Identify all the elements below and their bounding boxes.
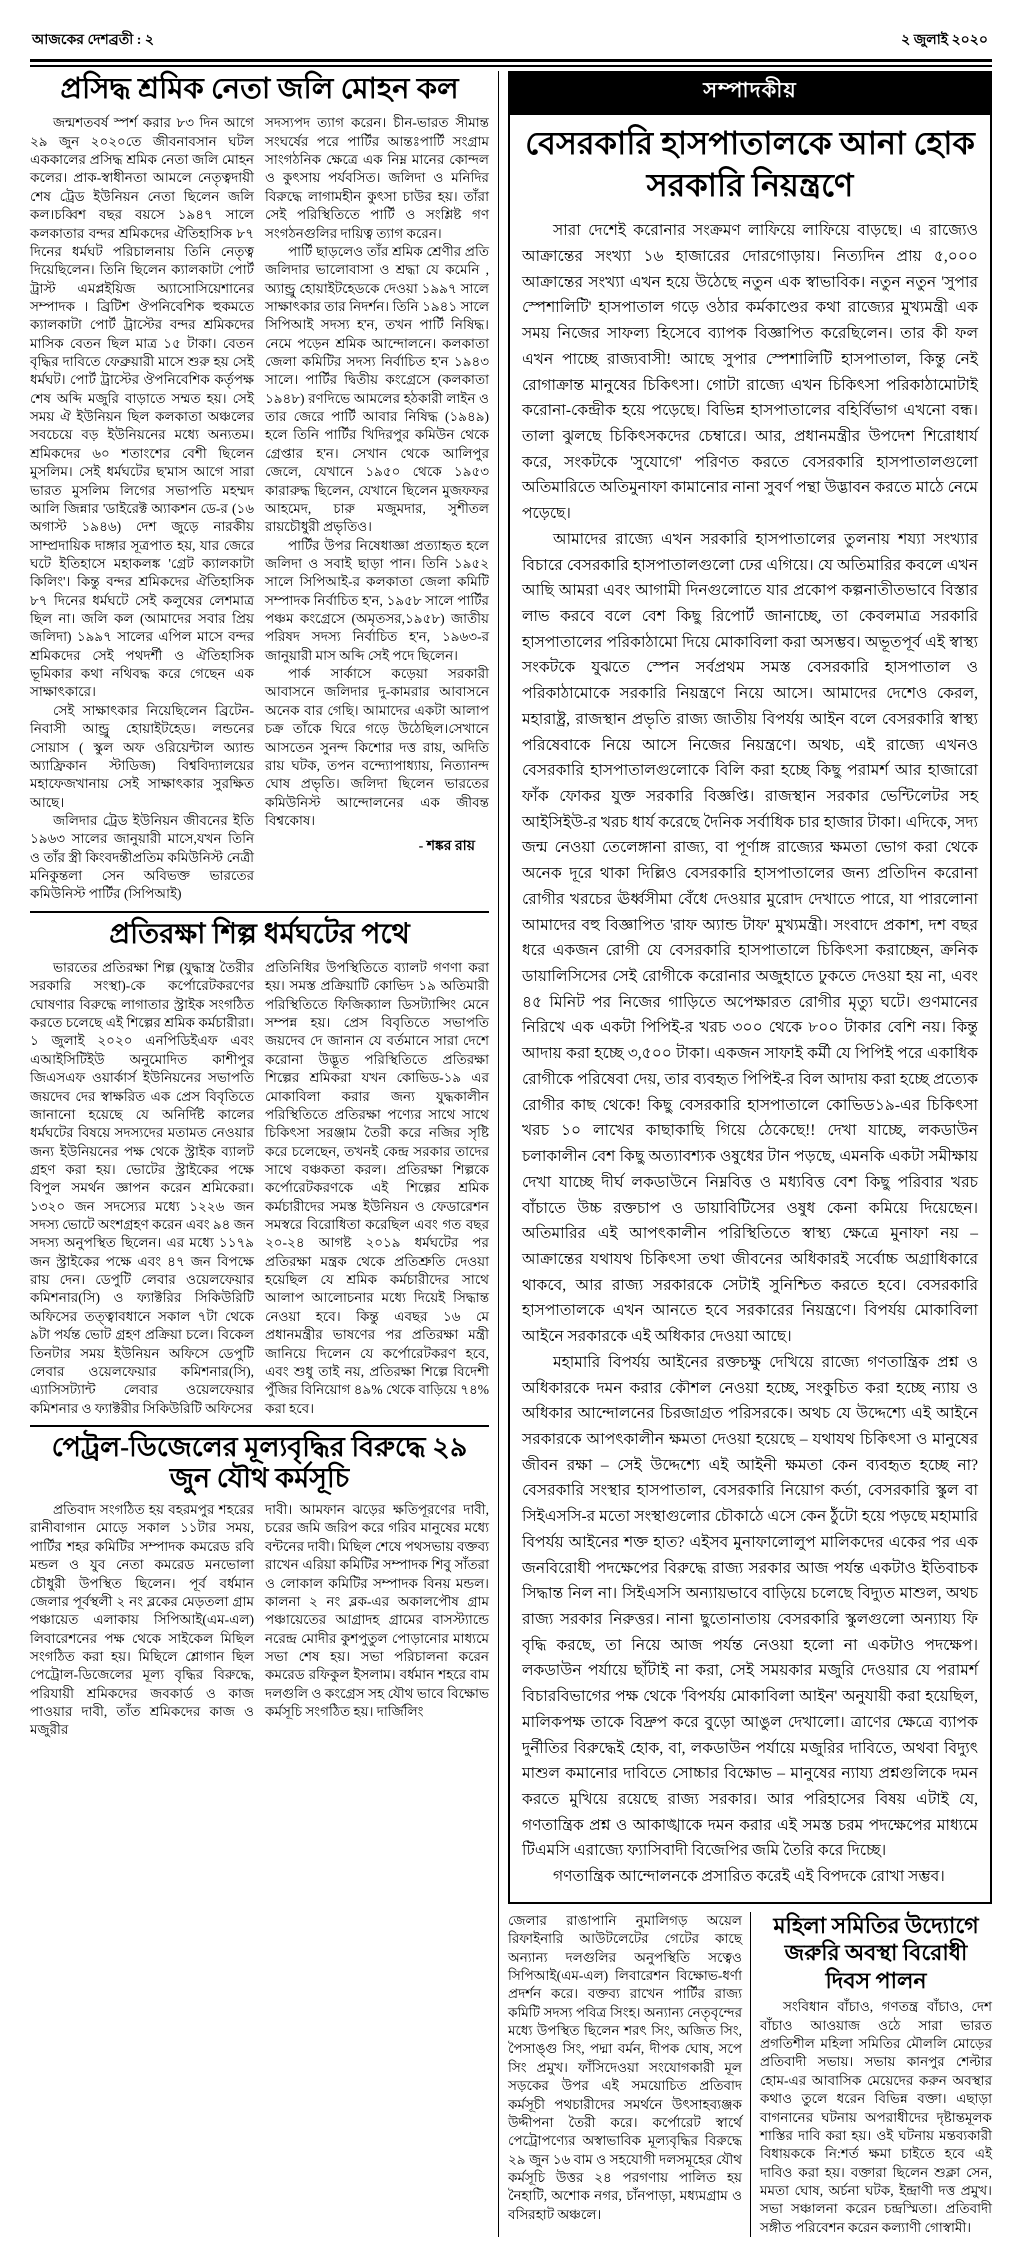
- article-paragraph: জলিদার ট্রেড ইউনিয়ন জীবনের ইতি ১৯৬৩ সালের জানুয়ারী মাসে,যখন তিনি ও তাঁর স্ত্রী কিংবদন্তীপ্রতিম কমিউনিস্ট নেত্রী মনিকুন্তলা সেন অবিভক্ত ভারতের কমিউনিস্ট পার্টির (সিপিআই): [30, 813, 254, 902]
- article-labour-leader: [30, 73, 489, 904]
- labour-col2: [265, 114, 489, 903]
- article-paragraph: সেই সাক্ষাৎকার নিয়েছিলেন ব্রিটেন-নিবাসী আন্ড্রু হোয়াইটহেড। লন্ডনের সোয়াস ( স্কুল অফ ওরিয়েন্টাল অ্যান্ড অ্যাফ্রিকান স্টাডিজ) বিশ্ববিদ্যালয়ের মহাফেজখানায় সেই সাক্ষাৎকার সুরক্ষিত আছে।: [30, 702, 254, 810]
- editorial-paragraph: আমাদের রাজ্যে এখন সরকারি হাসপাতালের তুলনায় শয্যা সংখ্যার বিচারে বেসরকারি হাসপাতালগুলো ঢের এগিয়ে। যে অতিমারির কবলে এখন আছি আমরা এবং আগামী দিনগুলোতে যার প্রকোপ কল্পনাতীতভাবে বিস্তার লাভ করবে বলে বেশ কিছু রিপোর্ট জানাচ্ছে, তা কেবলমাত্র সরকারি হাসপাতালের পরিকাঠামো দিয়ে মোকাবিলা করা অসম্ভব। অভূতপূর্ব এই স্বাস্থ্য সংকটকে যুঝতে স্পেন সর্বপ্রথম সমস্ত বেসরকারি হাসপাতাল ও পরিকাঠামোকে সরকারি নিয়ন্ত্রণে নিয়ে আসে। আমাদের দেশেও কেরল, মহারাষ্ট্র, রাজস্থান প্রভৃতি রাজ্য জাতীয় বিপর্যয় আইন বলে বেসরকারি স্বাস্থ্য পরিষেবাকে নিয়ে আসে নিজের নিয়ন্ত্রণে। অথচ, এই রাজ্যে এখনও বেসরকারি হাসপাতালগুলোকে বিলি করা হচ্ছে কিছু পরামর্শ আর হাজারো ফাঁক ফোকর যুক্ত সরকারি বিজ্ঞপ্তি। রাজস্থান সরকার ভেন্টিলেটর সহ আইসিইউ-র খরচ ধার্য করেছে দৈনিক সর্বাধিক চার হাজার টাকা। এদিকে, সদ্য জন্ম নেওয়া তেলেঙ্গানা রাজ্য, বা পূর্ণাঙ্গ রাজ্যের ক্ষমতা ভোগ করা থেকে অনেক দূরে থাকা দিল্লিও বেসরকারি হাসপাতালের জন্য প্রতিদিন করোনা রোগীর খরচের ঊর্ধ্বসীমা বেঁধে দেওয়ার মুরোদ দেখাতে পারে, যা পারলোনা আমাদের বহু বিজ্ঞাপিত 'রাফ অ্যান্ড টাফ' মুখ্যমন্ত্রী। সংবাদে প্রকাশ, দশ বছর ধরে একজন রোগী যে বেসরকারি হাসপাতালে চিকিৎসা করাচ্ছেন, ক্রনিক ডায়ালিসিসের সেই রোগীকে করোনার অজুহাতে ঢুকতে দেওয়া হয় না, এবং ৪৫ মিনিট পর নিজের গাড়িতে অপেক্ষারত রোগীর মৃত্যু ঘটে। গুণমানের নিরিখে এক একটা পিপিই-র খরচ ৩০০ থেকে ৮০০ টাকার বেশি নয়। কিন্তু আদায় করা হচ্ছে ৩,৫০০ টাকা। একজন সাফাই কর্মী যে পিপিই পরে একাধিক রোগীকে পরিষেবা দেয়, তার ব্যবহৃত পিপিই-র বিল আদায় করা হচ্ছে প্রত্যেক রোগীর কাছ থেকে! কিছু বেসরকারি হাসপাতালে কোভিড১৯-এর চিকিৎসা খরচ ১০ লাখের কাছাকাছি গিয়ে ঠেকেছে!! দেখা যাচ্ছে, লকডাউন চলাকালীন বেশ কিছু অত্যাবশ্যক ওষুধের টান পড়ছে, এমনকি একটা সমীক্ষায় দেখা যাচ্ছে দীর্ঘ লকডাউনে নিম্নবিত্ত ও মধ্যবিত্ত বেশ কিছু পরিবার খরচ বাঁচাতে উচ্চ রক্তচাপ ও ডায়াবিটিসের ওষুধ কেনা কমিয়ে দিয়েছেন। অতিমারির এই আপৎকালীন পরিস্থিতিতে স্বাস্থ্য ক্ষেত্রে মুনাফা নয় – আক্রান্তের যথাযথ চিকিৎসা তথা জীবনের অধিকারই সর্বোচ্চ অগ্রাধিকারে থাকবে, আর রাজ্য সরকারকে সেটাই সুনিশ্চিত করতে হবে। বেসরকারি হাসপাতালকে এখন আনতে হবে সরকারের নিয়ন্ত্রণে। বিপর্যয় মোকাবিলা আইনে সরকারকে এই অধিকার দেওয়া আছে।: [522, 530, 978, 1346]
- article-paragraph: প্রতিবাদ সংগঠিত হয় বহরমপুর শহরের রানীবাগান মোড়ে সকাল ১১টার সময়, পার্টির শহর কমিটির সম্পাদক কমরেড রবি মন্ডল ও যুব নেতা কমরেড মনভোলা চৌধুরী উপস্থিত ছিলেন। পূর্ব বর্ধমান জেলার পূর্বস্থলী ২ নং ব্লকের মেড়তলা গ্রাম পঞ্চায়েত এলাকায় সিপিআই(এম-এল) লিবারেশনের পক্ষ থেকে সাইকেল মিছিল সংগঠিত করা হয়। মিছিলে শ্লোগান ছিল পেট্রোল-ডিজেলের মূল্য বৃদ্ধির বিরুদ্ধে, পরিযায়ী শ্রমিকদের জবকার্ড ও কাজ পাওয়ার দাবী, তাঁত শ্রমিকদের কাজ ও মজুরীর: [30, 1502, 254, 1738]
- defence-col2: [265, 959, 489, 1418]
- masthead-date: ২ জুলাই ২০২০: [901, 33, 988, 48]
- editorial-box: [508, 114, 992, 1904]
- left-column-region: [30, 71, 498, 2237]
- article-women-samiti: [750, 1912, 992, 2237]
- article-paragraph: জন্মশতবর্ষ স্পর্শ করার ৮৩ দিন আগে ২৯ জুন ২০২০তে জীবনাবসান ঘটল এককালের প্রসিদ্ধ শ্রমিক নেতা জলি মোহন কলের। প্রাক-স্বাধীনতা আমলে নেতৃত্বদায়ী শেষ ট্রেড ইউনিয়ন নেতা ছিলেন জলি কল।চব্বিশ বছর বয়সে ১৯৪৭ সালে কলকাতার বন্দর শ্রমিকদের ঐতিহাসিক ৮৭ দিনের ধর্মঘট পরিচালনায় তিনি নেতৃত্ব দিয়েছিলেন। তিনি ছিলেন ক্যালকাটা পোর্ট ট্রাস্ট এমপ্লইয়িজ অ্যাসোসিয়েশানের সম্পাদক । ব্রিটিশ ঔপনিবেশিক হুকমতে ক্যালকাটা পোর্ট ট্রাস্টের বন্দর শ্রমিকদের মাসিক বেতন ছিল মাত্র ১৫ টাকা। বেতন বৃদ্ধির দাবিতে ফেব্রুয়ারী মাসে শুরু হয় সেই ধর্মঘট। পোর্ট ট্রাস্টের ঔপনিবেশিক কর্তৃপক্ষ শেষ অব্দি মজুরি বাড়াতে সম্মত হয়। সেই সময় ঐ ইউনিয়ন ছিল কলকাতা অঞ্চলের সবচেয়ে বড় ইউনিয়নের মধ্যে অন্যতম।শ্রমিকদের ৬০ শতাংশের বেশী ছিলেন মুসলিম। সেই ধর্মঘটের ছ'মাস আগে সারা ভারত মুসলিম লিগের সভাপতি মহম্মদ আলি জিন্নার 'ডাইরেক্ট অ্যাকশন ডে-র (১৬ অগাস্ট ১৯৪৬) দেশ জুড়ে নারকীয় সাম্প্রদায়িক দাঙ্গার সূত্রপাত হয়, যার জেরে ঘটে ইতিহাসে মহাকলঙ্ক 'গ্রেট ক্যালকাটা কিলিং'। কিন্তু বন্দর শ্রমিকদের ঐতিহাসিক ৮৭ দিনের ধর্মঘটে সেই কলুষের লেশমাত্র ছিল না। জলি কল (আমাদের সবার প্রিয় জলিদা) ১৯৯৭ সালের এপিল মাসে বন্দর শ্রমিকদের সেই পথদর্শী ও ঐতিহাসিক ভূমিকার কথা নথিবদ্ধ করে গেছেন এক সাক্ষাৎকারে।: [30, 115, 254, 700]
- women-headline-line1: মহিলা সমিতির উদ্যোগে: [773, 1912, 979, 1938]
- article-paragraph: সদস্যপদ ত্যাগ করেন। চীন-ভারত সীমান্ত সংঘর্ষের পরে পার্টির আন্তঃপার্টি সংগ্রাম সাংগঠনিক ক্ষেত্রে এক নিম্ন মানের কোন্দল ও কুৎসায় পর্যবসিত। জলিদা ও মনিদির বিরুদ্ধে লাগামহীন কুৎসা চাউর হয়। তাঁরা সেই পরিস্থিতিতে পার্টি ও সংশ্লিষ্ট গণ সংগঠনগুলির দায়িত্ব ত্যাগ করেন।: [265, 115, 489, 241]
- editorial-paragraph: মহামারি বিপর্যয় আইনের রক্তচক্ষু দেখিয়ে রাজ্যে গণতান্ত্রিক প্রশ্ন ও অধিকারকে দমন করার কৌশল নেওয়া হচ্ছে, সংকুচিত করা হচ্ছে ন্যায় ও অধিকার আন্দোলনের চিরজাগ্রত পরিসরকে। অথচ যে উদ্দেশ্যে এই আইনে সরকারকে আপৎকালীন ক্ষমতা দেওয়া হয়েছে – যথাযথ চিকিৎসা ও মানুষের জীবন রক্ষা – সেই উদ্দেশ্যে এই আইনী ক্ষমতা কেন ব্যবহৃত হচ্ছে না? বেসরকারি সংস্থার হাসপাতাল, বেসরকারি নিয়োগ কর্তা, বেসরকারি স্কুল বা সিইএসসি-র মতো সংস্থাগুলোর চৌকাঠে এসে কেন ঠুঁটো হয়ে পড়ছে মহামারি বিপর্যয় আইনের শক্ত হাত? এইসব মুনাফালোলুপ মালিকদের একের পর এক জনবিরোধী পদক্ষেপের বিরুদ্ধে রাজ্য সরকার আজ পর্যন্ত একটাও ইতিবাচক সিদ্ধান্ত নিল না। সিইএসসি অন্যায়ভাবে বাড়িয়ে চলেছে বিদ্যুত মাশুল, অথচ রাজ্য সরকার নিরুত্তর। নানা ছুতোনাতায় বেসরকারি স্কুলগুলো অন্যায্য ফি বৃদ্ধি করছে, তা নিয়ে আজ পর্যন্ত নেওয়া হলো না একটাও পদক্ষেপ। লকডাউন পর্যায়ে ছাঁটাই না করা, সেই সময়কার মজুরি দেওয়ার যে পরামর্শ বিচারবিভাগের পক্ষ থেকে 'বিপর্যয় মোকাবিলা আইন' অনুযায়ী করা হয়েছিল, মালিকপক্ষ তাকে বিদ্রুপ করে বুড়ো আঙুল দেখালো। ত্রাণের ক্ষেত্রে ব্যাপক দুর্নীতির বিরুদ্ধেই হোক, বা, লকডাউন পর্যায়ে মজুরির দাবিতে, অথবা বিদ্যুৎ মাশুল কমানোর দাবিতে সোচ্চার বিক্ষোভ – মানুষের ন্যায্য প্রশ্নগুলিকে দমন করতে মুখিয়ে রয়েছে রাজ্য সরকার। আর পরিহাসের বিষয় এটাই যে, গণতান্ত্রিক প্রশ্ন ও আকাঙ্খাকে দমন করার এই সমস্ত চরম পদক্ষেপের মাধ্যমে টিএমসি এরাজ্যে ফ্যাসিবাদী বিজেপির জমি তৈরি করে দিচ্ছে।: [522, 1353, 978, 1860]
- article-defence-strike: [30, 919, 489, 1418]
- editorial-headline: বেসরকারি হাসপাতালকে আনা হোক সরকারি নিয়ন্ত্রণে: [525, 125, 975, 203]
- editorial-section-label: সম্পাদকীয়: [508, 71, 992, 114]
- article-paragraph: পার্ক সার্কাসে কড়েয়া সরকারী আবাসনে জলিদার দু-কামরার আবাসনে অনেক বার গেছি। আমাদের একটা আলাপ চক্র তাঁকে ঘিরে গড়ে উঠেছিল।সেখানে আসতেন সুনন্দ কিশোর দত্ত রায়, অদিতি রায় ঘটক, তপন বন্দ্যোপাধ্যায়, নিত্যানন্দ ঘোষ প্রভৃতি। জলিদা ছিলেন ভারতের কমিউনিস্ট আন্দোলনের এক জীবন্ত বিশ্বকোষ।: [265, 666, 489, 828]
- right-column-region: [498, 71, 992, 2237]
- editorial-paragraph: সারা দেশেই করোনার সংক্রমণ লাফিয়ে লাফিয়ে বাড়ছে। এ রাজ্যেও আক্রান্তের সংখ্যা ১৬ হাজারের দোরগোড়ায়। নিত্যদিন প্রায় ৫,০০০ আক্রান্তের সংখ্যা এখন হয়ে উঠেছে নতুন এক স্বাভাবিক। নতুন নতুন 'সুপার স্পেশালিটি' হাসপাতাল গড়ে ওঠার কর্মকাণ্ডের কথা রাজ্যের মুখ্যমন্ত্রী এক সময় নিজের সাফল্য হিসেবে ব্যাপক বিজ্ঞাপিত করেছিলেন। তার কী ফল এখন পাচ্ছে রাজ্যবাসী! আছে সুপার স্পেশালিটি হাসপাতাল, কিন্তু নেই রোগাক্রান্ত মানুষের চিকিৎসা। গোটা রাজ্যে এখন চিকিৎসা পরিকাঠামোটাই করোনা-কেন্দ্রীক হয়ে পড়েছে। বিভিন্ন হাসপাতালের বহির্বিভাগ এখনো বন্ধ। তালা ঝুলছে চিকিৎসকদের চেম্বারে। আর, প্রধানমন্ত্রীর উপদেশ শিরোধার্য করে, সংকটকে 'সুযোগে' পরিণত করতে বেসরকারি হাসপাতালগুলো অতিমারিতে অতিমুনাফা কামানোর নানা সুবর্ণ পন্থা উদ্ভাবন করতে মাঠে নেমে পড়েছে।: [522, 222, 978, 523]
- section-divider: [30, 1425, 489, 1427]
- petrol-headline: পেট্রল-ডিজেলের মূল্যবৃদ্ধির বিরুদ্ধে ২৯ জুন যৌথ কর্মসূচি: [51, 1431, 468, 1494]
- masthead-rule: [30, 59, 992, 67]
- petrol-col2: [265, 1501, 489, 1740]
- masthead: [30, 24, 992, 59]
- petrol-col3: [508, 1912, 750, 2237]
- labour-headline: প্রসিদ্ধ শ্রমিক নেতা জলি মোহন কল: [60, 73, 459, 105]
- article-paragraph: জেলার রাঙাপানি নুমালিগড় অয়েল রিফাইনারি আউটলেটের গেটের কাছে অন্যান্য দলগুলির অনুপস্থিতি সত্বেও সিপিআই(এম-এল) লিবারেশন বিক্ষোভ-ধর্ণা প্রদর্শন করে। বক্তব্য রাখেন পার্টির রাজ্য কমিটি সদস্য পবিত্র সিংহ। অন্যান্য নেতৃবৃন্দের মধ্যে উপস্থিত ছিলেন শরৎ সিং, অজিত সিং, পৈসাঙ্গু সিং, পদ্মা বর্মন, দীপক ঘোষ, সপে সিং প্রমুখ। ফাঁসিদেওয়া সংযোগকারী মূল সড়কের উপর এই সময়োচিত প্রতিবাদ কর্মসূচী পথচারীদের সমর্থনে উৎসাহব্যঞ্জক উদ্দীপনা তৈরী করে। কর্পোরেট স্বার্থে পেট্রোপণ্যের অস্বাভাবিক মূল্যবৃদ্ধির বিরুদ্ধে ২৯ জুন ১৬ বাম ও সহযোগী দলসমূহের যৌথ কর্মসূচি উত্তর ২৪ পরগণায় পালিত হয় নৈহাটি, অশোক নগর, চাঁনপাড়া, মধ্যমগ্রাম ও বসিরহাট অঞ্চলে।: [508, 1912, 742, 2222]
- article-paragraph: সংবিধান বাঁচাও, গণতন্ত্র বাঁচাও, দেশ বাঁচাও আওয়াজ ওঠে সারা ভারত প্রগতিশীল মহিলা সমিতির মৌললি মোড়ের প্রতিবাদী সভায়। সভায় কানপুর শেল্টার হোম-এর আবাসিক মেয়েদের করুন অবস্থার কথাও তুলে ধরেন বিভিন্ন বক্তা। এছাড়া বাগনানের ঘটনায় অপরাধীদের দৃষ্টান্তমূলক শাস্তির দাবি করা হয়। ওই ঘটনায় মন্তব্যকারী বিধায়ককে নি:শর্ত ক্ষমা চাইতে হবে এই দাবিও করা হয়। বক্তারা ছিলেন শুক্লা সেন, মমতা ঘোষ, অর্চনা ঘটক, ইন্দ্রাণী দত্ত প্রমুখ। সভা সঞ্চালনা করেন চন্দ্রস্মিতা। প্রতিবাদী সঙ্গীত পরিবেশন করেন কল্যাণী গোস্বামী।: [760, 1999, 992, 2235]
- article-paragraph: ভারতের প্রতিরক্ষা শিল্প (যুদ্ধাস্ত্র তৈরীর সরকারি সংস্থা)-কে কর্পোরেটকরণের ঘোষণার বিরুদ্ধে লাগাতার স্ট্রাইক সংগঠিত করতে চলেছে এই শিল্পের শ্রমিক কর্মচারীরা। ১ জুলাই ২০২০ এনপিডিইএফ এবং এআইসিটিইউ অনুমোদিত কাশীপুর জিএসএফ ওয়ার্কার্স ইউনিয়নের সভাপতি জয়দেব দের স্বাক্ষরিত এক প্রেস বিবৃতিতে জানানো হয়েছে যে অনির্দিষ্ট কালের ধর্মঘটের বিষয়ে সদস্যদের মতামত নেওয়ার জন্য ইউনিয়নের পক্ষ থেকে স্ট্রাইক ব্যালট গ্রহণ করা হয়। ভোটের স্ট্রাইকের পক্ষে বিপুল সমর্থন জ্ঞাপন করেন শ্রমিকেরা। ১৩২০ জন সদস্যের মধ্যে ১২২৬ জন সদস্য ভোটে অংশগ্রহণ করেন এবং ৯৪ জন সদস্য অনুপস্থিত ছিলেন। এর মধ্যে ১১৭৯ জন স্ট্রাইকের পক্ষে এবং ৪৭ জন বিপক্ষে রায় দেন। ডেপুটি লেবার ওয়েলফেয়ার কমিশনার(সি) ও ফ্যাক্টরির সিকিউরিটি অফিসের তত্ত্বাবধানে সকাল ৭টা থেকে ৯টা পর্যন্ত ভোট গ্রহণ প্রক্রিয়া চলে। বিকেল তিনটার সময় ইউনিয়ন অফিসে ডেপুটি লেবার ওয়েলফেয়ার কমিশনার(সি), এ্যাসিসট্যান্ট লেবার ওয়েলফেয়ার কমিশনার ও ফ্যাক্টরীর সিকিউরিটি অফিসের: [30, 959, 254, 1416]
- masthead-title: আজকের দেশব্রতী : ২: [32, 33, 155, 48]
- petrol-col1: [30, 1501, 254, 1740]
- labour-byline: - শঙ্কর রায়: [418, 839, 475, 855]
- women-headline: [760, 1912, 992, 1995]
- article-paragraph: পার্টির উপর নিষেধাজ্ঞা প্রত্যাহৃত হলে জলিদা ও সবাই ছাড়া পান। তিনি ১৯৫২ সালে সিপিআই-র কলকাতা জেলা কমিটি সম্পাদক নির্বাচিত হ'ন, ১৯৫৮ সালে পার্টির পঞ্চম কংগ্রেসে (অমৃতসর,১৯৫৮) জাতীয় পরিষদ সদস্য নির্বাচিত হ'ন, ১৯৬৩-র জানুয়ারী মাস অব্দি সেই পদে ছিলেন।: [265, 537, 489, 663]
- editorial-paragraph: গণতান্ত্রিক আন্দোলনকে প্রসারিত করেই এই বিপদকে রোখা সম্ভব।: [553, 1868, 945, 1886]
- article-paragraph: পার্টি ছাড়লেও তাঁর শ্রমিক শ্রেণীর প্রতি জলিদার ভালোবাসা ও শ্রদ্ধা যে কমেনি , অ্যান্ড্রু হোয়াইটহেডকে দেওয়া ১৯৯৭ সালে সাক্ষাৎকার তার নিদর্শন। তিনি ১৯৪১ সালে সিপিআই সদস্য হ'ন, তখন পার্টি নিষিদ্ধ। নেমে পড়েন শ্রমিক আন্দোলনে। কলকাতা জেলা কমিটির সদস্য নির্বাচিত হ'ন ১৯৪৩ সালে। পার্টির দ্বিতীয় কংগ্রেসে (কলকাতা ১৯৪৮) রণদিভে আমলের হঠকারী লাইন ও তার জেরে পার্টি আবার নিষিদ্ধ (১৯৪৯) হলে তিনি পার্টির খিদিরপুর কমিউন থেকে গ্রেপ্তার হ'ন। সেখান থেকে আলিপুর জেলে, যেখানে ১৯৫০ থেকে ১৯৫৩ কারারুদ্ধ ছিলেন, যেখানে ছিলেন মুজফফর আহমেদ, চারু মজুমদার, সুশীতল রায়চৌধুরী প্রভৃতিও।: [265, 243, 489, 535]
- defence-col1: [30, 959, 254, 1418]
- women-headline-line2: জরুরি অবস্থা বিরোধী দিবস পালন: [784, 1940, 968, 1993]
- defence-headline: প্রতিরক্ষা শিল্প ধর্মঘটের পথে: [109, 918, 410, 950]
- section-divider: [30, 911, 489, 913]
- labour-col1: [30, 114, 254, 903]
- article-petrol-protest: [30, 1432, 489, 1740]
- editorial-section: [508, 71, 992, 1904]
- article-paragraph: প্রতিনিধির উপস্থিতিতে ব্যালট গণণা করা হয়। সমস্ত প্রক্রিয়াটি কোভিদ ১৯ অতিমারী পরিস্থিতিতে ফিজিক্যাল ডিসট্যান্সিং মেনে সম্পন্ন হয়। প্রেস বিবৃতিতে সভাপতি জয়দেব দে জানান যে বর্তমানে সারা দেশে করোনা উদ্ভূত পরিস্থিতিতে প্রতিরক্ষা শিল্পের শ্রমিকরা যখন কোভিড-১৯ এর মোকাবিলা করার জন্য যুদ্ধকালীন পরিস্থিতিতে প্রতিরক্ষা পণ্যের সাথে সাথে চিকিৎসা সরঞ্জাম তৈরী করে নজির সৃষ্টি করে চলেছেন, তখনই কেন্দ্র সরকার তাদের সাথে বঞ্চকতা করল। প্রতিরক্ষা শিল্পকে কর্পোরেটকরণকে এই শিল্পের শ্রমিক কর্মচারীদের সমস্ত ইউনিয়ন ও ফেডারেশন সমস্বরে বিরোধিতা করেছিল এবং গত বছর ২০-২৪ আগষ্ট ২০১৯ ধর্মঘটের পর প্রতিরক্ষা মন্ত্রক থেকে প্রতিশ্রুতি দেওয়া হয়েছিল যে শ্রমিক কর্মচারীদের সাথে আলাপ আলোচনার মধ্যে দিয়েই সিদ্ধান্ত নেওয়া হবে। কিন্তু এবছর ১৬ মে প্রধানমন্ত্রীর ভাষণের পর প্রতিরক্ষা মন্ত্রী জানিয়ে দিলেন যে কর্পোরেটকরণ হবে, এবং শুধু তাই নয়, প্রতিরক্ষা শিল্পে বিদেশী পুঁজির বিনিয়োগ ৪৯% থেকে বাড়িয়ে ৭৪% করা হবে।: [265, 959, 489, 1416]
- article-paragraph: দাবী। আমফান ঝড়ের ক্ষতিপূরণের দাবী, চরের জমি জরিপ করে গরিব মানুষের মধ্যে বন্টনের দাবী। মিছিল শেষে পথসভায় বক্তব্য রাখেন এরিয়া কমিটির সম্পাদক শিবু সাঁতরা ও লোকাল কমিটির সম্পাদক বিনয় মন্ডল। কালনা ২ নং ব্লক-এর অকালপৌষ গ্রাম পঞ্চায়েতের আগ্রাদহ গ্রামের বাসস্ট্যান্ডে নরেন্দ্র মোদীর কুশপুতুল পোড়ানোর মাধ্যমে সভা শেষ হয়। সভা পরিচালনা করেন কমরেড রফিকুল ইসলাম। বর্ধমান শহরে বাম দলগুলি ও কংগ্রেস সহ যৌথ ভাবে বিক্ষোভ কর্মসূচি সংগঠিত হয়। দার্জিলিং: [265, 1502, 489, 1720]
